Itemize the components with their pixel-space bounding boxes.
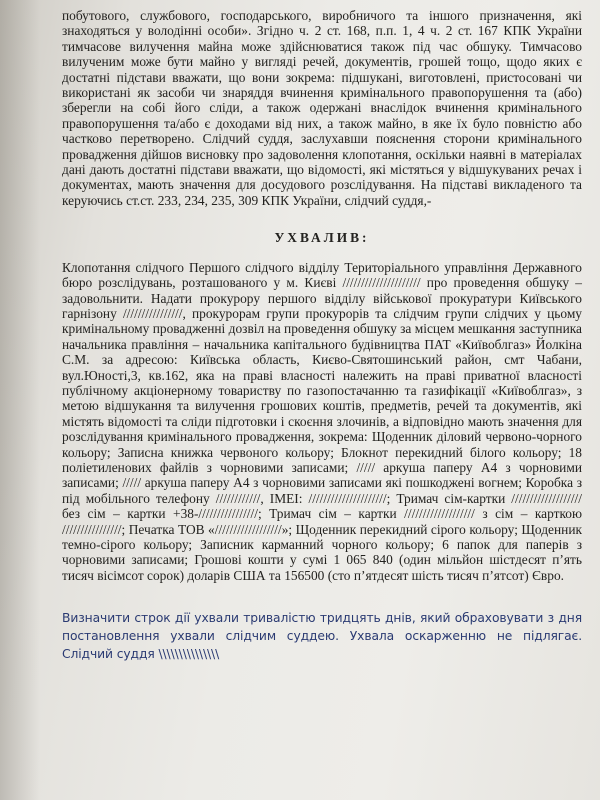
term-paragraph: Визначити строк дії ухвали тривалістю тридцять днів, який обраховувати з дня постановлення ухвали слідчим суддею. Ухвала оскарженню не підлягає. Слідчий суддя \\\\\\\\\\\\\\\ <box>62 611 582 662</box>
reasoning-paragraph: побутового, службового, господарського, виробничого та іншого призначення, які знаходяться у володінні особи». Згідно ч. 2 ст. 168, п.п. 1, 4 ч. 2 ст. 167 КПК України тимчасове вилучення майна може здійснюватися також під час обшуку. Тимчасово вилученим може бути майно у вигляді речей, документів, грошей тощо, щодо яких є достатні підстави вважати, що вони зокрема: підшукані, виготовлені, пристосовані чи використані як засоби чи знаряддя вчинення кримінального правопорушення та (або) зберегли на собі його сліди, а також одержані внаслідок вчинення кримінального правопорушення та/або є доходами від них, а також майно, в яке їх було повністю або частково перетворено. Слідчий суддя, заслухавши пояснення сторони кримінального провадження дійшов висновку про задоволення клопотання, оскільки наявні в матеріалах дані дають достатні підстави вважати, що відомості, які містяться у відшукуваних речах і документах, мають значення для досудового розслідування. На підставі викладеного та керуючись ст.ст. 233, 234, 235, 309 КПК України, слідчий суддя,- <box>62 8 582 208</box>
ruling-paragraph: Клопотання слідчого Першого слідчого відділу Територіального управління Державного бюро розслідувань, розташованого у м. Києві ///////////////////// про проведення обшуку – задовольнити. Надати прокурору першого відділу військової прокуратури Київського гарнізону ////////////////, прокурорам групи прокурорів та слідчим групи слідчих у цьому кримінальному провадженні дозвіл на проведення обшуку за місцем мешкання заступника начальника правління – начальника капітального будівництва ПАТ «Київоблгаз» Йолкіна С.М. за адресою: Київська область, Києво-Святошинський район, смт Чабани, вул.Юності,3, кв.162, яка на праві власності належить на праві приватної власності публічному акціонерному товариству по газопостачанню та газифікації «Київоблгаз», з метою відшукання та вилучення грошових коштів, предметів, речей та документів, які містять відомості та сліди підготовки і скоєння злочинів, а відповідно мають значення для розслідування кримінального провадження, зокрема: Щоденник діловий червоно-чорного кольору; Записна книжка червоного кольору; Блокнот перекидний білого кольору; 18 поліетиленових файлів з чорновими записами; ///// аркуша паперу А4 з чорновими записами; ///// аркуша паперу А4 з чорновими записами які пошкоджені вогнем; Коробка з під мобільного телефону ////////////, IMEI: /////////////////////; Тримач сім-картки /////////////////// без сім – картки +38-////////////////; Тримач сім – картки /////////////////// з сім – карткою ////////////////; Печатка ТОВ «//////////////////»; Щоденник перекидний сірого кольору; Щоденник темно-сірого кольору; Записник карманний чорного кольору; 6 папок для паперів з чорновими записами; Грошові кошти у сумі 1 065 840 (один мільйон шістдесят п’ять тисяч вісімсот сорок) доларів США та 156500 (сто п’ятдесят шість тисяч п’ятсот) Євро. <box>62 259 582 583</box>
page-edge-shadow <box>0 0 40 800</box>
ruling-heading: УХВАЛИВ: <box>274 230 370 246</box>
document-body <box>62 8 582 663</box>
